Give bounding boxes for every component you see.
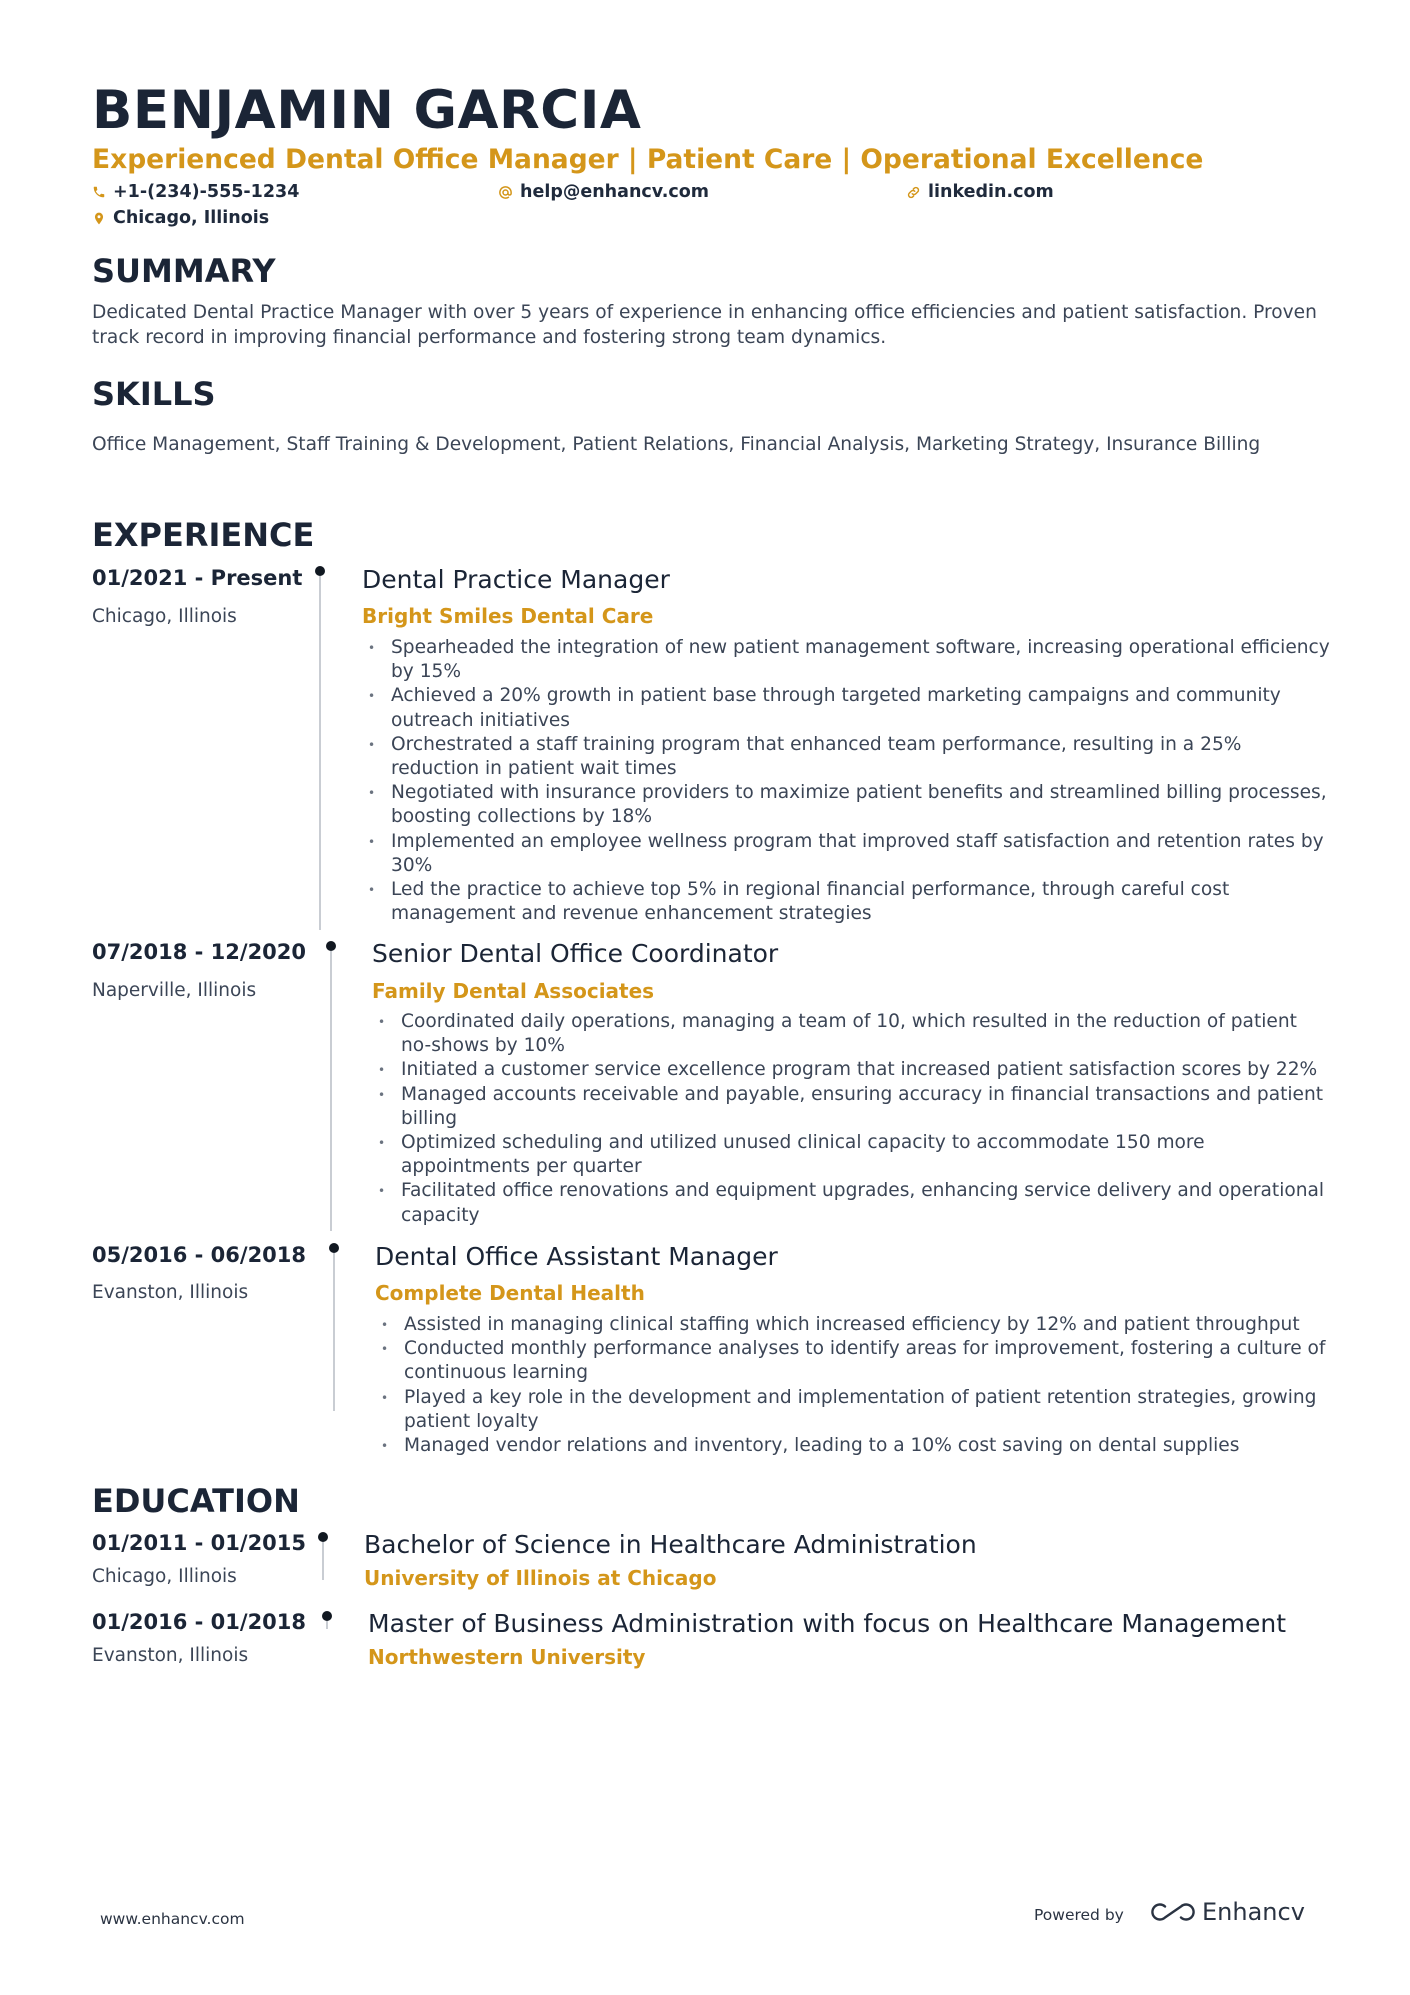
footer-powered-by: Powered by: [1034, 1906, 1124, 1924]
skills-heading: SKILLS: [92, 375, 216, 413]
contact-linkedin[interactable]: [906, 182, 1054, 202]
job-dates: 05/2016 - 06/2018: [92, 1243, 307, 1267]
degree-title: Bachelor of Science in Healthcare Administration: [364, 1530, 977, 1559]
summary-text: Dedicated Dental Practice Manager with over 5 years of experience in enhancing office efficiencies and patient satisfaction. Proven track record in improving financial performance and fostering strong team dynamics.: [92, 302, 1317, 348]
experience-heading: EXPERIENCE: [92, 516, 315, 554]
timeline-dot: [326, 941, 336, 951]
company-name: Bright Smiles Dental Care: [362, 604, 654, 628]
list-item: • Facilitated office renovations and equipment upgrades, enhancing service delivery and operational capacity: [372, 1179, 1332, 1227]
link-icon: [906, 185, 921, 200]
list-item: • Managed vendor relations and inventory, leading to a 10% cost saving on dental supplies: [375, 1434, 1332, 1458]
list-item: • Managed accounts receivable and payable, ensuring accuracy in financial transactions and patient billing: [372, 1083, 1332, 1131]
company-name: Family Dental Associates: [372, 979, 655, 1003]
location-pin-icon: [92, 211, 106, 226]
school-name: University of Illinois at Chicago: [364, 1566, 717, 1590]
education-location: Evanston, Illinois: [92, 1645, 249, 1666]
enhancv-logo-icon: [1150, 1900, 1196, 1924]
list-item: • Conducted monthly performance analyses to identify areas for improvement, fostering a culture of continuous learning: [375, 1337, 1332, 1385]
list-item: • Led the practice to achieve top 5% in regional financial performance, through careful cost management and revenue enhancement strategies: [362, 878, 1332, 926]
education-location: Chicago, Illinois: [92, 1566, 237, 1587]
skills-text: Office Management, Staff Training & Development, Patient Relations, Financial Analysis, Marketing Strategy, Insurance Billing: [92, 434, 1261, 455]
job-location: Chicago, Illinois: [92, 606, 237, 627]
linkedin-text: linkedin.com: [928, 182, 1054, 202]
job-bullets: [372, 1010, 1332, 1228]
enhancv-wordmark: Enhancv: [1202, 1898, 1305, 1926]
contact-email[interactable]: [498, 182, 709, 202]
timeline-dot: [329, 1243, 339, 1253]
list-item: • Played a key role in the development and implementation of patient retention strategies, growing patient loyalty: [375, 1386, 1332, 1434]
list-item: • Coordinated daily operations, managing a team of 10, which resulted in the reduction of patient no-shows by 10%: [372, 1010, 1332, 1058]
degree-title: Master of Business Administration with focus on Healthcare Management: [368, 1609, 1287, 1638]
timeline-line: [330, 951, 332, 1231]
job-dates: 01/2021 - Present: [92, 566, 303, 590]
job-dates: 07/2018 - 12/2020: [92, 940, 307, 964]
company-name: Complete Dental Health: [375, 1281, 645, 1305]
timeline-line: [326, 1621, 328, 1629]
list-item: • Optimized scheduling and utilized unused clinical capacity to accommodate 150 more appointments per quarter: [372, 1131, 1332, 1179]
job-location: Naperville, Illinois: [92, 980, 257, 1001]
timeline-dot: [315, 566, 325, 576]
candidate-tagline: Experienced Dental Office Manager | Patient Care | Operational Excellence: [92, 144, 1204, 175]
job-bullets: [375, 1313, 1332, 1458]
enhancv-logo[interactable]: [1150, 1898, 1305, 1926]
contact-phone[interactable]: [92, 182, 299, 202]
candidate-name: BENJAMIN GARCIA: [92, 80, 642, 141]
list-item: • Implemented an employee wellness program that improved staff satisfaction and retention rates by 30%: [362, 830, 1332, 878]
job-title: Senior Dental Office Coordinator: [372, 939, 779, 968]
list-item: • Orchestrated a staff training program that enhanced team performance, resulting in a 25% reduction in patient wait times: [362, 733, 1332, 781]
summary-heading: SUMMARY: [92, 252, 276, 290]
timeline-line: [319, 576, 321, 930]
job-title: Dental Practice Manager: [362, 565, 670, 594]
list-item: • Spearheaded the integration of new patient management software, increasing operational efficiency by 15%: [362, 636, 1332, 684]
timeline-line: [333, 1253, 335, 1411]
contact-location: [92, 208, 269, 228]
list-item: • Negotiated with insurance providers to maximize patient benefits and streamlined billing processes, boosting collections by 18%: [362, 781, 1332, 829]
education-heading: EDUCATION: [92, 1482, 300, 1520]
footer-website-link[interactable]: www.enhancv.com: [100, 1910, 245, 1928]
timeline-dot: [322, 1611, 332, 1621]
list-item: • Initiated a customer service excellence program that increased patient satisfaction scores by 22%: [372, 1058, 1332, 1082]
at-icon: [498, 185, 513, 200]
job-bullets: [362, 636, 1332, 926]
education-dates: 01/2011 - 01/2015: [92, 1531, 307, 1555]
list-item: • Assisted in managing clinical staffing which increased efficiency by 12% and patient throughput: [375, 1313, 1332, 1337]
education-dates: 01/2016 - 01/2018: [92, 1610, 307, 1634]
email-text: help@enhancv.com: [520, 182, 710, 202]
list-item: • Achieved a 20% growth in patient base through targeted marketing campaigns and community outreach initiatives: [362, 684, 1332, 732]
phone-text: +1-(234)-555-1234: [113, 182, 300, 202]
timeline-line: [322, 1542, 324, 1580]
location-text: Chicago, Illinois: [113, 208, 270, 228]
job-location: Evanston, Illinois: [92, 1282, 249, 1303]
phone-icon: [92, 185, 106, 199]
timeline-dot: [318, 1532, 328, 1542]
job-title: Dental Office Assistant Manager: [375, 1242, 778, 1271]
school-name: Northwestern University: [368, 1645, 646, 1669]
